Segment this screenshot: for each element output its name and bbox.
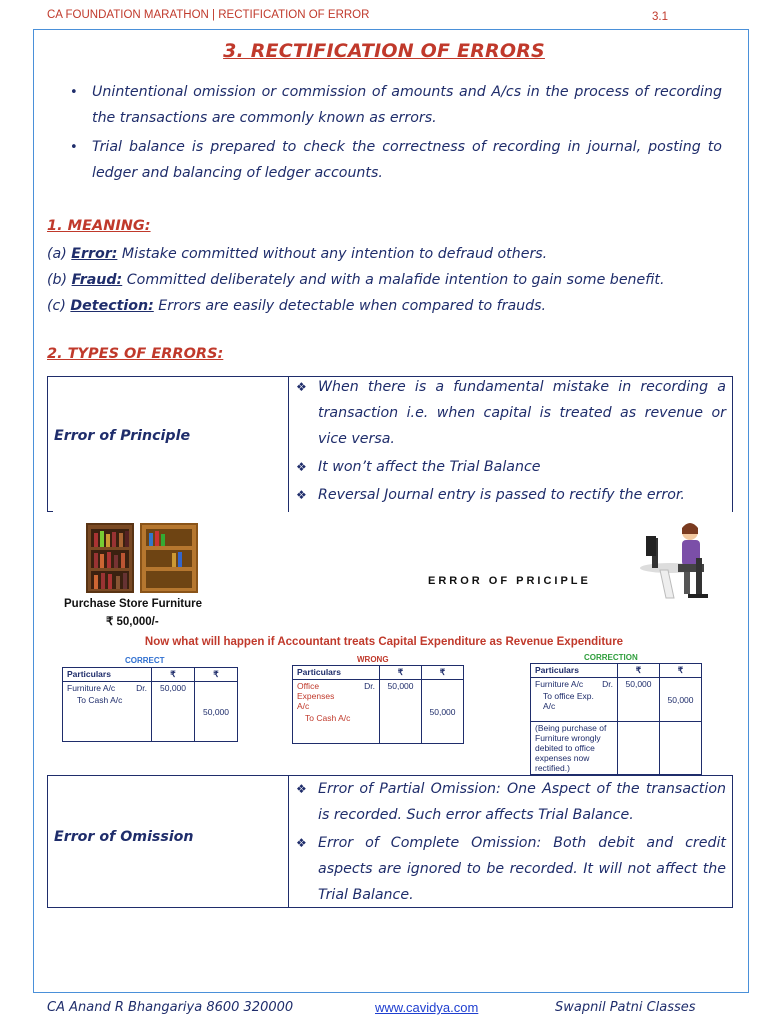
table-row bbox=[293, 680, 464, 744]
intro-bullet: • Unintentional omission or commission of amounts and A/cs in the process of recording the transactions are commonly known as errors. bbox=[70, 80, 722, 131]
column-header: ₹ bbox=[660, 664, 702, 678]
correct-journal-table bbox=[62, 667, 238, 742]
meaning-text: Committed deliberately and with a malafide intention to gain some benefit. bbox=[126, 272, 665, 288]
principle-points bbox=[296, 374, 726, 510]
illustration-title: ERROR OF PRICIPLE bbox=[428, 575, 591, 587]
column-header: ₹ bbox=[195, 668, 238, 682]
footer-institute: Swapnil Patni Classes bbox=[555, 1000, 696, 1015]
column-header: ₹ bbox=[422, 666, 464, 680]
credit-account: To office Exp. A/c bbox=[543, 691, 594, 711]
table-border bbox=[47, 511, 53, 512]
footer-author: CA Anand R Bhangariya 8600 320000 bbox=[47, 1000, 294, 1015]
meaning-item bbox=[47, 241, 737, 267]
footer-website-link[interactable]: www.cavidya.com bbox=[375, 1000, 479, 1015]
wrong-journal-table bbox=[292, 665, 464, 744]
table-border bbox=[732, 376, 733, 512]
debit-account: Office Expenses A/c bbox=[297, 681, 335, 711]
debit-amount: 50,000 bbox=[380, 680, 422, 744]
credit-account: To Cash A/c bbox=[305, 713, 351, 723]
principle-label: Error of Principle bbox=[54, 428, 191, 444]
table-row bbox=[531, 722, 702, 775]
meaning-prefix: (b) bbox=[47, 272, 68, 288]
furniture-label: Purchase Store Furniture bbox=[64, 598, 203, 610]
page-title: 3. RECTIFICATION OF ERRORS bbox=[223, 40, 545, 62]
principle-point: ❖ It won’t affect the Trial Balance bbox=[296, 454, 726, 480]
debit-account: Furniture A/c bbox=[535, 679, 584, 689]
question-banner: Now what will happen if Accountant treats Capital Expenditure as Revenue Expenditure bbox=[144, 636, 624, 648]
meaning-heading: 1. MEANING: bbox=[47, 218, 151, 234]
meaning-prefix: (a) bbox=[47, 246, 67, 262]
meaning-term: Error: bbox=[71, 246, 118, 262]
table-border bbox=[47, 775, 48, 908]
column-header: ₹ bbox=[380, 666, 422, 680]
correction-label: CORRECTION bbox=[584, 653, 638, 662]
table-border bbox=[47, 376, 48, 512]
principle-point: ❖ Reversal Journal entry is passed to rectify the error. bbox=[296, 482, 726, 508]
dr-marker: Dr. bbox=[136, 683, 147, 693]
omission-points bbox=[296, 776, 726, 910]
table-row bbox=[63, 682, 238, 742]
principle-point: ❖ When there is a fundamental mistake in recording a transaction i.e. when capital is treated as revenue or vice versa. bbox=[296, 374, 726, 452]
debit-account: Furniture A/c bbox=[67, 683, 116, 693]
furniture-amount: ₹ 50,000/- bbox=[106, 616, 159, 628]
credit-amount: 50,000 bbox=[195, 682, 238, 742]
meaning-item bbox=[47, 293, 737, 319]
meaning-list bbox=[47, 241, 737, 319]
bookshelf-icon bbox=[140, 523, 198, 593]
header-title: CA FOUNDATION MARATHON | RECTIFICATION OF ERROR bbox=[47, 9, 370, 21]
column-header: Particulars bbox=[293, 666, 380, 680]
accountant-icon bbox=[632, 518, 722, 606]
credit-account: To Cash A/c bbox=[77, 695, 123, 705]
omission-label: Error of Omission bbox=[54, 829, 194, 845]
correction-journal-table bbox=[530, 663, 702, 775]
omission-point: ❖ Error of Complete Omission: Both debit and credit aspects are ignored to be recorded. It will not affect the Trial Balance. bbox=[296, 830, 726, 908]
column-header: ₹ bbox=[152, 668, 195, 682]
meaning-text: Mistake committed without any intention to defraud others. bbox=[121, 246, 548, 262]
correct-label: CORRECT bbox=[125, 656, 165, 665]
page-number: 3.1 bbox=[652, 11, 668, 23]
intro-list bbox=[70, 80, 722, 190]
dr-marker: Dr. bbox=[602, 679, 613, 689]
table-border bbox=[288, 775, 289, 908]
column-header: Particulars bbox=[63, 668, 152, 682]
column-header: ₹ bbox=[618, 664, 660, 678]
table-row bbox=[531, 678, 702, 722]
meaning-prefix: (c) bbox=[47, 298, 66, 314]
meaning-text: Errors are easily detectable when compared to frauds. bbox=[158, 298, 547, 314]
table-border bbox=[732, 775, 733, 908]
meaning-term: Fraud: bbox=[71, 272, 123, 288]
intro-bullet: • Trial balance is prepared to check the correctness of recording in journal, posting to ledger and balancing of ledger accounts. bbox=[70, 135, 722, 186]
narration: (Being purchase of Furniture wrongly debited to office expenses now rectified.) bbox=[531, 722, 618, 775]
dr-marker: Dr. bbox=[364, 681, 375, 691]
bookshelf-icon bbox=[86, 523, 134, 593]
column-header: Particulars bbox=[531, 664, 618, 678]
types-heading: 2. TYPES OF ERRORS: bbox=[47, 346, 224, 362]
credit-amount: 50,000 bbox=[422, 680, 464, 744]
meaning-term: Detection: bbox=[70, 298, 154, 314]
credit-amount: 50,000 bbox=[660, 678, 702, 722]
meaning-item bbox=[47, 267, 737, 293]
wrong-label: WRONG bbox=[357, 655, 389, 664]
debit-amount: 50,000 bbox=[618, 678, 660, 722]
debit-amount: 50,000 bbox=[152, 682, 195, 742]
omission-point: ❖ Error of Partial Omission: One Aspect of the transaction is recorded. Such error affects Trial Balance. bbox=[296, 776, 726, 828]
table-border bbox=[288, 376, 289, 512]
